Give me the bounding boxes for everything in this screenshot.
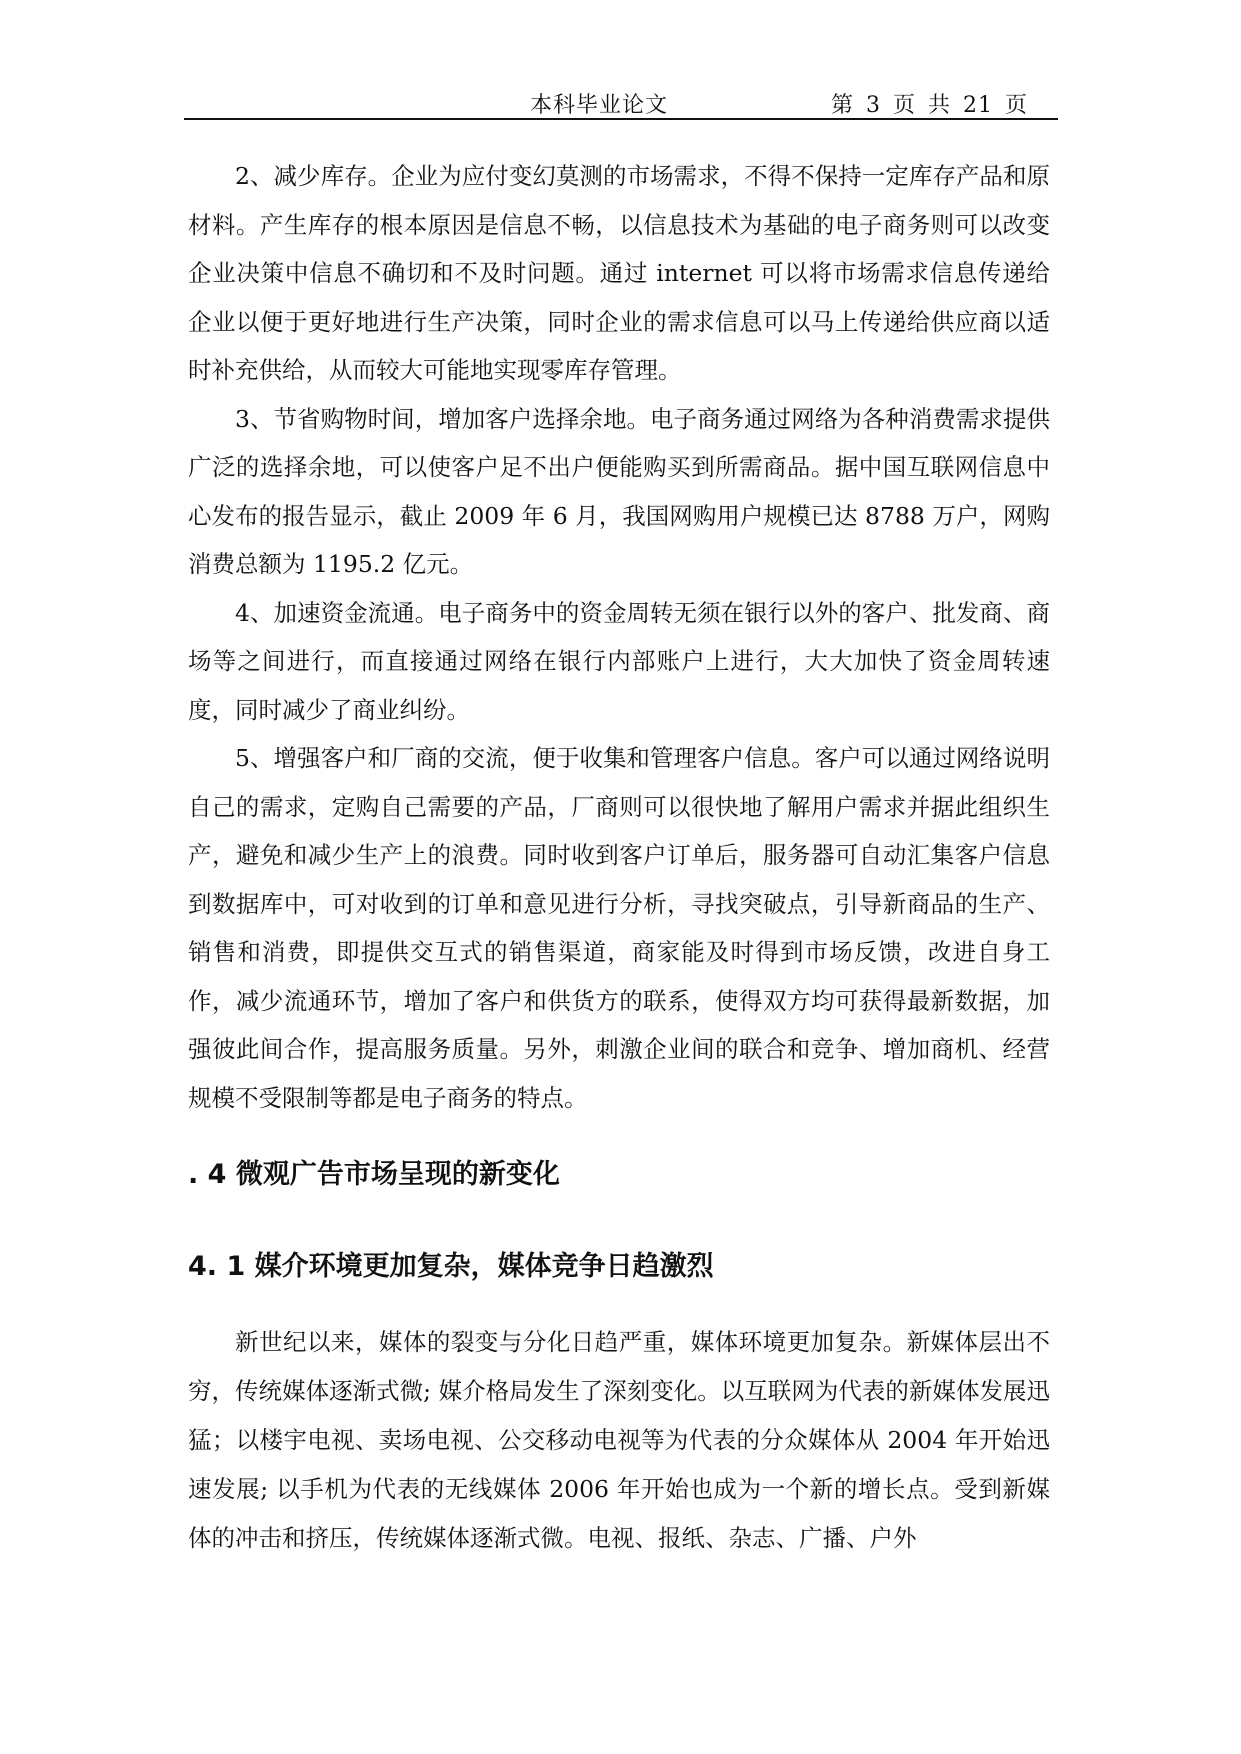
paragraph-save-shopping-time: 3、节省购物时间，增加客户选择余地。电子商务通过网络为各种消费需求提供广泛的选择余地，可以使客户足不出户便能购买到所需商品。据中国互联网信息中心发布的报告显示，截止 2009 年 6 月，我国网购用户规模已达 8788 万户，网购消费总额为 1195.2 亿元。 <box>188 404 1050 578</box>
paragraph-reduce-inventory: 2、减少库存。企业为应付变幻莫测的市场需求，不得不保持一定库存产品和原材料。产生库存的根本原因是信息不畅，以信息技术为基础的电子商务则可以改变企业决策中信息不确切和不及时问题。通过 internet 可以将市场需求信息传递给企业以便于更好地进行生产决策，同时企业的需求信息可以马上传递给供应商以适时补充供给，从而较大可能地实现零库存管理。 <box>188 162 1050 384</box>
body-text <box>188 152 1050 1122</box>
header-page-info: 第 3 页 共 21 页 <box>831 93 1028 118</box>
subsection-heading: 4. 1 媒介环境更加复杂，媒体竞争日趋激烈 <box>188 1251 714 1282</box>
page-header <box>184 82 1058 118</box>
header-title: 本科毕业论文 <box>530 93 669 118</box>
body-text-section-4-1 <box>188 1318 1050 1563</box>
paragraph-media-environment: 新世纪以来，媒体的裂变与分化日趋严重，媒体环境更加复杂。新媒体层出不穷，传统媒体逐渐式微; 媒介格局发生了深刻变化。以互联网为代表的新媒体发展迅猛；以楼宇电视、卖场电视、公交移动电视等为代表的分众媒体从 2004 年开始迅速发展; 以手机为代表的无线媒体 2006 年开始也成为一个新的增长点。受到新媒体的冲击和挤压，传统媒体逐渐式微。电视、报纸、杂志、广播、户外 <box>188 1328 1050 1552</box>
paragraph-customer-vendor-communication: 5、增强客户和厂商的交流，便于收集和管理客户信息。客户可以通过网络说明自己的需求，定购自己需要的产品，厂商则可以很快地了解用户需求并据此组织生产，避免和减少生产上的浪费。同时收到客户订单后，服务器可自动汇集客户信息到数据库中，可对收到的订单和意见进行分析，寻找突破点，引导新商品的生产、销售和消费，即提供交互式的销售渠道，商家能及时得到市场反馈，改进自身工作，减少流通环节，增加了客户和供货方的联系，使得双方均可获得最新数据，加强彼此间合作，提高服务质量。另外，刺激企业间的联合和竞争、增加商机、经营规模不受限制等都是电子商务的特点。 <box>188 744 1050 1112</box>
header-divider <box>184 118 1058 120</box>
section-heading: . 4 微观广告市场呈现的新变化 <box>188 1159 560 1190</box>
paragraph-accelerate-capital-flow: 4、加速资金流通。电子商务中的资金周转无须在银行以外的客户、批发商、商场等之间进行，而直接通过网络在银行内部账户上进行，大大加快了资金周转速度，同时减少了商业纠纷。 <box>188 598 1050 724</box>
